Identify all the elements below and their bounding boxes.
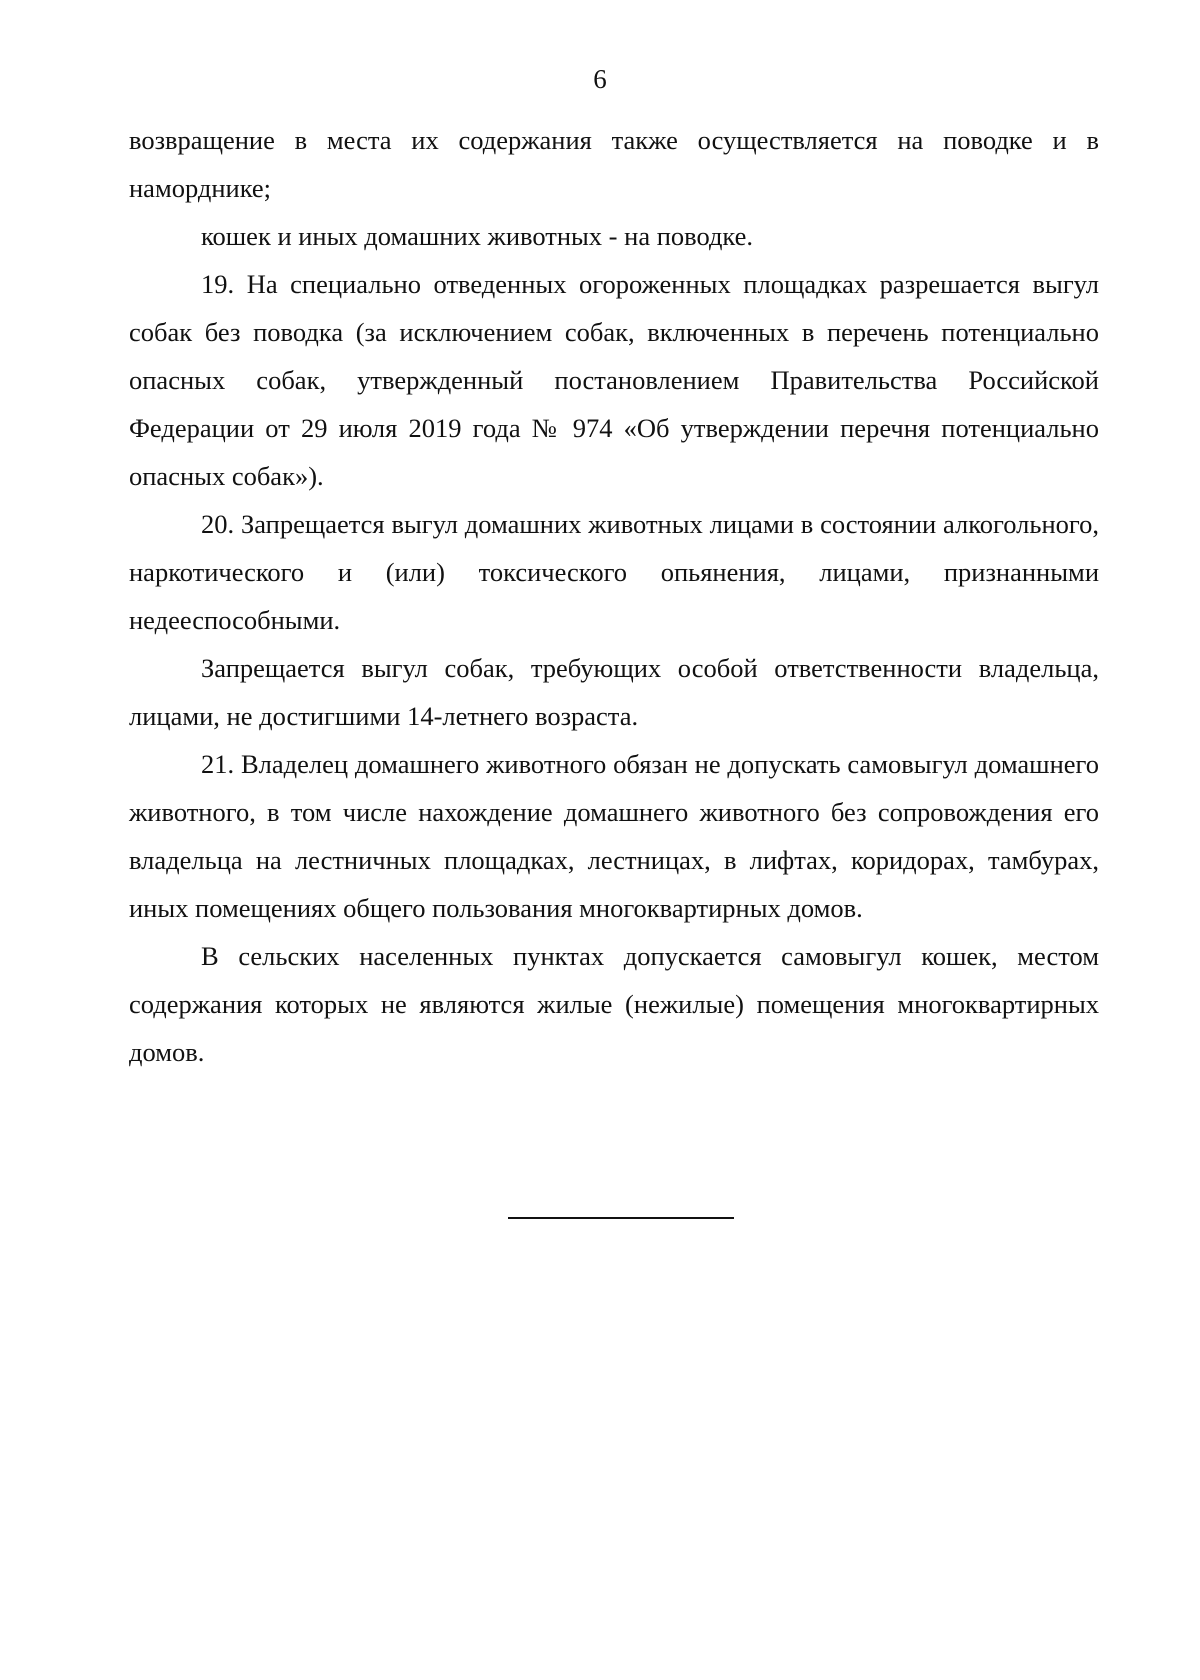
paragraph-21: 21. Владелец домашнего животного обязан не допускать самовыгул домашнего животного, в том числе нахождение домашнего животного без сопровождения его владельца на лестничных площадках, лестницах, в лифтах, коридорах, тамбурах, иных помещениях общего пользования многоквартирных домов.: [129, 749, 1099, 923]
page-number: 6: [593, 64, 607, 94]
paragraph-20: 20. Запрещается выгул домашних животных лицами в состоянии алкогольного, наркотического и (или) токсического опьянения, лицами, признанными недееспособными.: [129, 509, 1099, 635]
end-separator-line: [508, 1217, 734, 1219]
paragraph-continuation: возвращение в места их содержания также осуществляется на поводке и в наморднике;: [129, 125, 1099, 203]
paragraph-cats-leash: кошек и иных домашних животных - на поводке.: [201, 221, 754, 251]
paragraph-21-rural: В сельских населенных пунктах допускается самовыгул кошек, местом содержания которых не являются жилые (нежилые) помещения многоквартирных домов.: [129, 941, 1099, 1067]
paragraph-19: 19. На специально отведенных огороженных площадках разрешается выгул собак без поводка (за исключением собак, включенных в перечень потенциально опасных собак, утвержденный постановлением Правительства Российской Федерации от 29 июля 2019 года № 974 «Об утверждении перечня потенциально опасных собак»).: [129, 269, 1099, 491]
paragraph-20-age-limit: Запрещается выгул собак, требующих особой ответственности владельца, лицами, не достигшими 14-летнего возраста.: [129, 653, 1099, 731]
document-body: [129, 116, 1099, 1076]
